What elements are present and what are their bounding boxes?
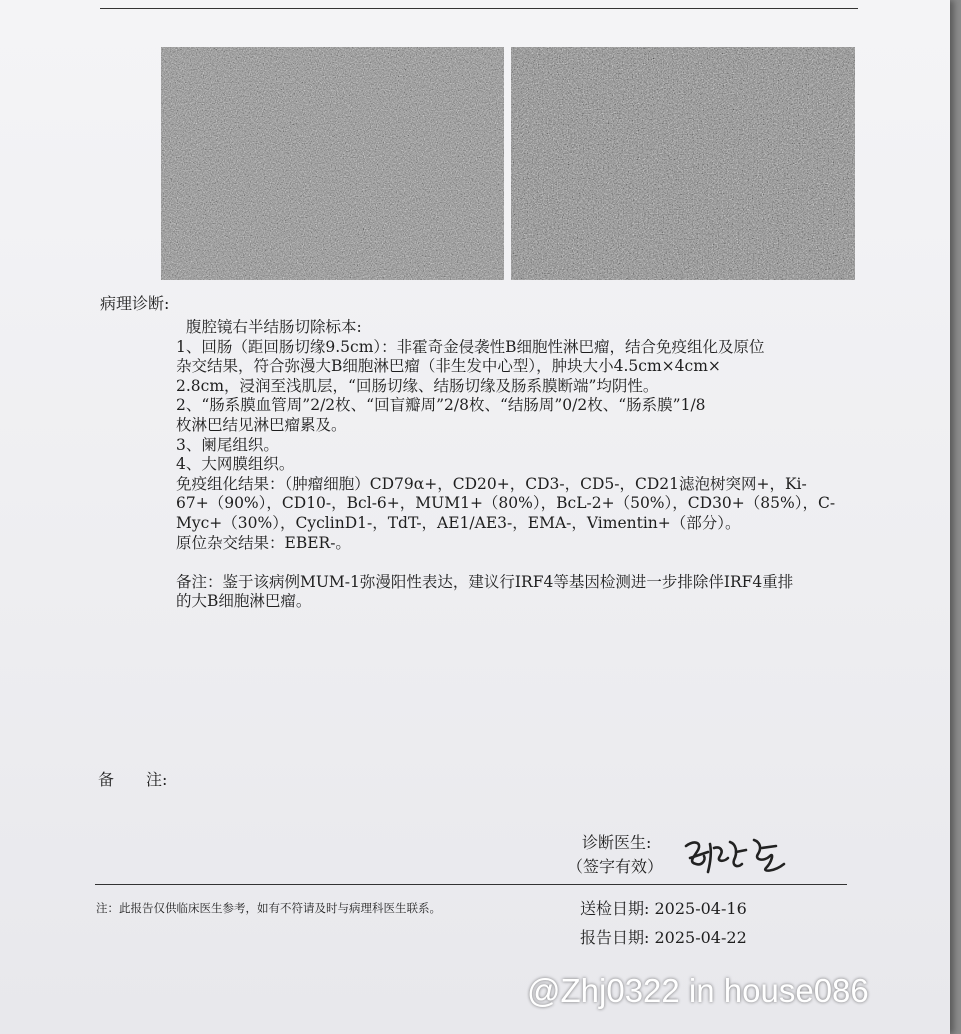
diagnosis-line: 2、“肠系膜血管周”2/2枚、“回盲瓣周”2/8枚、“结肠周”0/2枚、“肠系膜”1/8 <box>176 396 706 415</box>
top-rule <box>100 8 858 9</box>
report-date-value: 2025-04-22 <box>654 928 747 947</box>
diagnosis-line: 1、回肠（距回肠切缘9.5cm）：非霍奇金侵袭性B细胞性淋巴瘤，结合免疫组化及原位 <box>176 337 765 356</box>
diagnosis-line: 67+（90%），CD10-，Bcl-6+，MUM1+（80%），BcL-2+（50%），CD30+（85%），C- <box>176 494 836 513</box>
diagnosis-line: 枚淋巴结见淋巴瘤累及。 <box>176 415 347 434</box>
submit-date-label: 送检日期: <box>580 899 650 918</box>
doctor-label: 诊断医生: <box>582 833 652 852</box>
micrograph-right <box>511 47 855 280</box>
diagnosis-heading: 病理诊断: <box>100 294 170 313</box>
remarks-label: 备 注: <box>98 770 168 789</box>
diagnosis-line: 原位杂交结果：EBER-。 <box>176 533 351 552</box>
diagnosis-line: 杂交结果，符合弥漫大B细胞淋巴瘤（非生发中心型），肿块大小4.5cm×4cm× <box>176 357 721 376</box>
report-date <box>580 928 747 948</box>
diagnosis-line: Myc+（30%），CyclinD1-，TdT-，AE1/AE3-，EMA-，Vimentin+（部分）。 <box>176 513 741 532</box>
diagnosis-line: 2.8cm，浸润至浅肌层，“回肠切缘、结肠切缘及肠系膜断端”均阴性。 <box>176 376 659 395</box>
diagnosis-line: 腹腔镜右半结肠切除标本: <box>186 318 362 336</box>
report-date-label: 报告日期: <box>580 928 650 947</box>
diagnosis-line: 免疫组化结果：（肿瘤细胞）CD79α+，CD20+，CD3-，CD5-，CD21滤泡树突网+，Ki- <box>176 474 807 493</box>
bottom-rule <box>95 884 847 885</box>
diagnosis-line: 4、大网膜组织。 <box>176 455 295 474</box>
footnote: 注：此报告仅供临床医生参考，如有不符请及时与病理科医生联系。 <box>96 901 441 915</box>
spacer <box>176 553 836 573</box>
note-line: 备注：鉴于该病例MUM-1弥漫阳性表达，建议行IRF4等基因检测进一步排除伴IRF4重排 <box>176 572 794 591</box>
submit-date <box>580 899 747 919</box>
diagnosis-line: 3、阑尾组织。 <box>176 435 279 454</box>
watermark: @Zhj0322 in house086 <box>527 972 869 1009</box>
micrograph-left <box>161 47 504 280</box>
signature-note: （签字有效） <box>567 857 664 876</box>
submit-date-value: 2025-04-16 <box>654 899 747 918</box>
diagnosis-body <box>176 318 836 612</box>
handwritten-signature <box>680 832 790 876</box>
note-line: 的大B细胞淋巴瘤。 <box>176 592 312 611</box>
